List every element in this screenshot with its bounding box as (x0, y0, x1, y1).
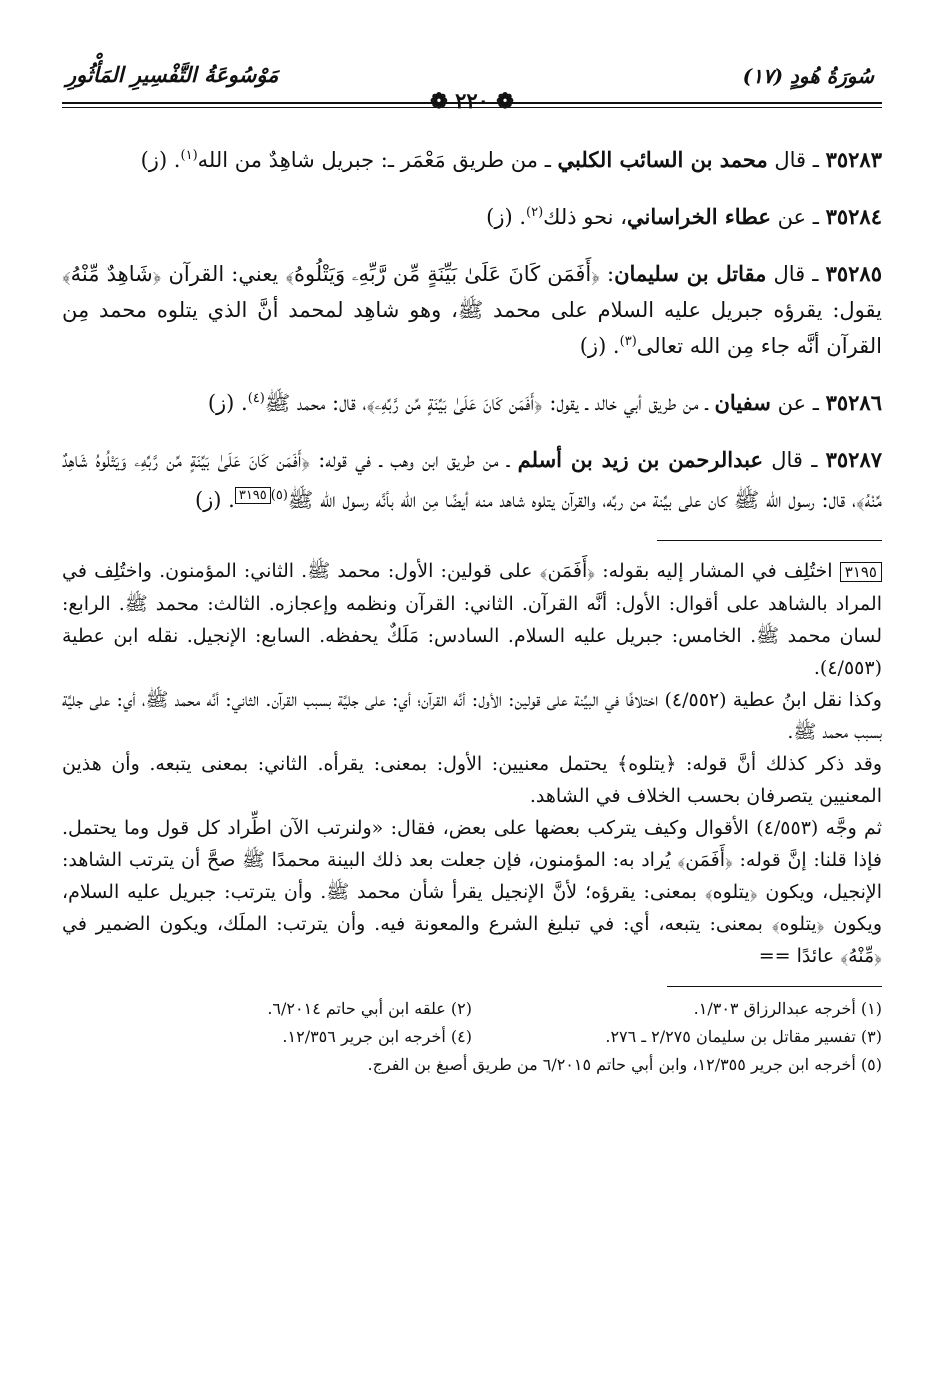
footnote-4: (٤) أخرجه ابن جرير ١٢/٣٥٦. (282, 1027, 472, 1046)
header-rule (62, 102, 882, 104)
page-header (62, 58, 882, 113)
commentary-separator (657, 540, 882, 541)
book-title: مَوْسُوعَةُ التَّفْسِيرِ المَأْثُورِ (66, 62, 279, 87)
commentary (62, 555, 882, 972)
commentary-p4: ثم وجَّه (٤/٥٥٣) الأقوال وكيف يتركب بعضها على بعض، فقال: «ولنرتب الآن اطِّراد كل قول وما يحتمل. فإذا قلنا: إنَّ قوله: ﴿أَفَمَن﴾ يُراد به: المؤمنون، فإن جعلت بعد ذلك البينة محمدًا ﷺ صحَّ أن يترتب الشاهد: الإنجيل، ويكون ﴿يتلوه﴾ بمعنى: يقرؤه؛ لأنَّ الإنجيل يقرأ شأن محمد ﷺ. وأن يترتب: جبريل عليه السلام، ويكون ﴿يتلوه﴾ بمعنى: يتبعه، أي: في تبليغ الشرع والمعونة فيه. وأن يترتب: الملَك، ويكون الضمير في ﴿مِّنْهُ﴾ عائدًا == (62, 817, 882, 967)
commentary-ref-box: ٣١٩٥ (235, 487, 271, 504)
footnote-ref: (٥) (270, 488, 288, 503)
footnote-2: (٢) علقه ابن أبي حاتم ٦/٢٠١٤. (267, 999, 472, 1018)
header-rule-thin (62, 107, 882, 108)
footnote-ref: (٤) (247, 391, 265, 406)
commentary-p1: ٣١٩٥ اختُلِف في المشار إليه بقوله: ﴿أَفَمَن﴾ على قولين: الأول: محمد ﷺ. الثاني: المؤمنون. واختُلِف في المراد بالشاهد على أقوال: الأول: أنَّه القرآن. الثاني: القرآن ونظمه وإعجازه. الثالث: محمد ﷺ. الرابع: لسان محمد ﷺ. الخامس: جبريل عليه السلام. السادس: مَلَكٌ يحفظه. السابع: الإنجيل. نقله ابن عطية (٤/٥٥٣). (62, 560, 882, 679)
entry-35285: ٣٥٢٨٥ ـ قال مقاتل بن سليمان: ﴿أَفَمَن كَانَ عَلَىٰ بَيِّنَةٍ مِّن رَّبِّهِۦ وَيَتْلُوهُ﴾ يعني: القرآن ﴿شَاهِدٌ مِّنْهُ﴾ يقول: يقرؤه جبريل عليه السلام على محمد ﷺ، وهو شاهِد لمحمد أنَّ الذي يتلوه محمد مِن القرآن أنَّه جاء مِن الله تعالى$^{(٣)}$. (ز) (62, 261, 882, 358)
footnotes-separator (667, 986, 882, 987)
footnote-3: (٣) تفسير مقاتل بن سليمان ٢/٢٧٥ ـ ٢٧٦. (605, 1027, 882, 1046)
page-number: ❁ ٢٢٠ ❁ (430, 88, 514, 113)
footnote-ref: (٣) (619, 334, 637, 349)
entry-35287: ٣٥٢٨٧ ـ قال عبدالرحمن بن زيد بن أسلم ـ من طريق ابن وهب ـ في قوله: ﴿أَفَمَن كَانَ عَلَىٰ بَيِّنَةٍ مِّن رَّبِّهِۦ وَيَتْلُوهُ شَاهِدٌ مِّنْهُ﴾، قال: رسول الله ﷺ كان على بيِّنة من ربِّه، والقرآن يتلوه شاهد منه أيضًا مِن الله بأنَّه رسول الله ﷺ$^{(٥)٣١٩٥}$. (ز) (62, 447, 883, 512)
page (62, 58, 882, 1079)
entry-35286: ٣٥٢٨٦ ـ عن سفيان ـ من طريق أبي خالد ـ يقول: ﴿أَفَمَن كَانَ عَلَىٰ بَيِّنَةٍ مِّن رَّبِّهِۦ﴾، قال: محمد ﷺ$^{(٤)}$. (ز) (207, 390, 882, 415)
footnote-5: (٥) أخرجه ابن جرير ١٢/٣٥٥، وابن أبي حاتم ٦/٢٠١٥ من طريق أصبغ بن الفرج. (367, 1055, 882, 1074)
entries (62, 142, 882, 518)
commentary-p3: وقد ذكر كذلك أنَّ قوله: ﴿يتلوه﴾ يحتمل معنيين: الأول: بمعنى: يقرأه. الثاني: بمعنى يتبعه. وأن هذين المعنيين يتصرفان بحسب الخلاف في الشاهد. (62, 753, 882, 807)
entry-35283: ٣٥٢٨٣ ـ قال محمد بن السائب الكلبي ـ من طريق مَعْمَر ـ: جبريل شاهِدٌ من الله$^{(١)}$. (ز) (140, 147, 882, 172)
footnotes (62, 995, 882, 1079)
footnote-ref: (١) (180, 148, 198, 163)
footnote-1: (١) أخرجه عبدالرزاق ١/٣٠٣. (693, 999, 882, 1018)
footnote-ref: (٢) (526, 205, 544, 220)
surah-title: سُورَةُ هُودٍ (١٧) (742, 64, 874, 88)
entry-35284: ٣٥٢٨٤ ـ عن عطاء الخراساني، نحو ذلك$^{(٢)}$. (ز) (486, 204, 882, 229)
commentary-p2: وكذا نقل ابنُ عطية (٤/٥٥٢) اختلافًا في البيِّنة على قولين: الأول: أنَّه القرآن؛ أي: على جليَّة بسبب القرآن. الثاني: أنَّه محمد ﷺ، أي: على جليَّة بسبب محمد ﷺ. (62, 689, 882, 743)
